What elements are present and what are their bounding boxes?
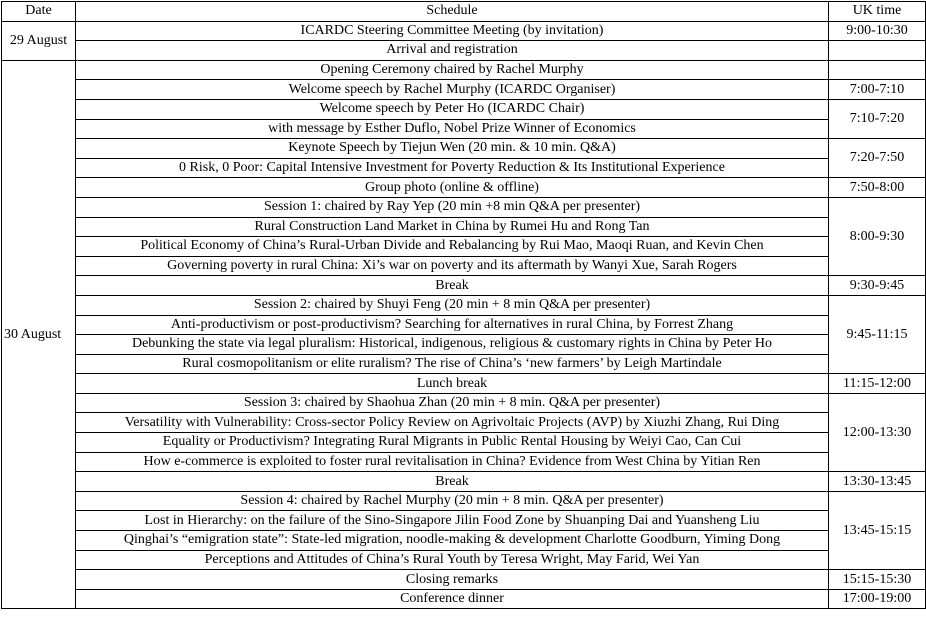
table-row — [2, 295, 926, 315]
schedule-cell: Group photo (online & offline) — [76, 178, 829, 198]
table-row — [2, 393, 926, 413]
schedule-cell: Welcome speech by Peter Ho (ICARDC Chair) — [76, 99, 829, 119]
schedule-cell: Qinghai’s “emigration state”: State-led migration, noodle-making & development Charlotte Goodburn, Yiming Dong — [76, 531, 829, 551]
schedule-cell: Opening Ceremony chaired by Rachel Murphy — [76, 60, 829, 80]
table-row — [2, 256, 926, 276]
schedule-cell: Break — [76, 472, 829, 492]
table-row — [2, 354, 926, 374]
schedule-cell: Debunking the state via legal pluralism: Historical, indigenous, religious & customary rights in China by Peter Ho — [76, 335, 829, 355]
schedule-header: Schedule — [76, 2, 829, 22]
time-cell: 12:00-13:30 — [829, 393, 926, 471]
time-cell: 11:15-12:00 — [829, 374, 926, 394]
table-row — [2, 433, 926, 453]
table-row — [2, 80, 926, 100]
date-header: Date — [2, 2, 76, 22]
table-row — [2, 550, 926, 570]
schedule-cell: 0 Risk, 0 Poor: Capital Intensive Investment for Poverty Reduction & Its Institutional Experience — [76, 158, 829, 178]
schedule-cell: Rural cosmopolitanism or elite ruralism? The rise of China’s ‘new farmers’ by Leigh Martindale — [76, 354, 829, 374]
schedule-cell: Session 3: chaired by Shaohua Zhan (20 min + 8 min. Q&A per presenter) — [76, 393, 829, 413]
time-cell — [829, 41, 926, 61]
schedule-cell: Welcome speech by Rachel Murphy (ICARDC Organiser) — [76, 80, 829, 100]
time-cell-empty — [829, 60, 926, 80]
table-row — [2, 178, 926, 198]
time-cell: 7:20-7:50 — [829, 139, 926, 178]
schedule-cell: Arrival and registration — [76, 41, 829, 61]
time-cell: 9:00-10:30 — [829, 21, 926, 41]
time-cell: 13:30-13:45 — [829, 472, 926, 492]
schedule-cell: Anti-productivism or post-productivism? Searching for alternatives in rural China, by Forrest Zhang — [76, 315, 829, 335]
time-cell: 15:15-15:30 — [829, 570, 926, 590]
time-cell: 13:45-15:15 — [829, 491, 926, 569]
table-row — [2, 413, 926, 433]
time-cell: 7:50-8:00 — [829, 178, 926, 198]
schedule-cell: with message by Esther Duflo, Nobel Prize Winner of Economics — [76, 119, 829, 139]
schedule-cell: Rural Construction Land Market in China by Rumei Hu and Rong Tan — [76, 217, 829, 237]
table-row — [2, 511, 926, 531]
time-header: UK time — [829, 2, 926, 22]
schedule-table — [1, 1, 926, 609]
table-row — [2, 315, 926, 335]
table-row — [2, 99, 926, 119]
time-cell: 7:10-7:20 — [829, 99, 926, 138]
schedule-cell: Closing remarks — [76, 570, 829, 590]
header-row — [2, 2, 926, 22]
schedule-cell: Political Economy of China’s Rural-Urban Divide and Rebalancing by Rui Mao, Maoqi Ruan, and Kevin Chen — [76, 237, 829, 257]
table-row — [2, 158, 926, 178]
schedule-cell: Session 1: chaired by Ray Yep (20 min +8 min Q&A per presenter) — [76, 197, 829, 217]
schedule-cell: Equality or Productivism? Integrating Rural Migrants in Public Rental Housing by Weiyi Cao, Can Cui — [76, 433, 829, 453]
table-row — [2, 589, 926, 609]
schedule-cell: Versatility with Vulnerability: Cross-sector Policy Review on Agrivoltaic Projects (AVP) by Xiuzhi Zhang, Rui Ding — [76, 413, 829, 433]
table-row — [2, 21, 926, 41]
table-row — [2, 570, 926, 590]
table-row — [2, 139, 926, 159]
table-row — [2, 60, 926, 80]
table-row — [2, 197, 926, 217]
schedule-cell: Perceptions and Attitudes of China’s Rural Youth by Teresa Wright, May Farid, Wei Yan — [76, 550, 829, 570]
schedule-cell: Governing poverty in rural China: Xi’s war on poverty and its aftermath by Wanyi Xue, Sarah Rogers — [76, 256, 829, 276]
schedule-cell: Conference dinner — [76, 589, 829, 609]
table-row — [2, 119, 926, 139]
table-row — [2, 41, 926, 61]
table-row — [2, 452, 926, 472]
time-cell: 9:45-11:15 — [829, 295, 926, 373]
table-row — [2, 374, 926, 394]
schedule-cell: Break — [76, 276, 829, 296]
schedule-cell: Session 4: chaired by Rachel Murphy (20 min + 8 min. Q&A per presenter) — [76, 491, 829, 511]
schedule-cell: ICARDC Steering Committee Meeting (by invitation) — [76, 21, 829, 41]
schedule-cell: Lunch break — [76, 374, 829, 394]
schedule-cell: How e-commerce is exploited to foster rural revitalisation in China? Evidence from West China by Yitian Ren — [76, 452, 829, 472]
table-row — [2, 217, 926, 237]
table-row — [2, 491, 926, 511]
time-cell: 8:00-9:30 — [829, 197, 926, 275]
date-cell-30-august: 30 August — [2, 60, 76, 609]
table-row — [2, 531, 926, 551]
schedule-cell: Session 2: chaired by Shuyi Feng (20 min + 8 min Q&A per presenter) — [76, 295, 829, 315]
table-row — [2, 335, 926, 355]
date-cell-29-august: 29 August — [2, 21, 76, 60]
table-row — [2, 276, 926, 296]
table-row — [2, 472, 926, 492]
time-cell: 7:00-7:10 — [829, 80, 926, 100]
table-row — [2, 237, 926, 257]
schedule-cell: Keynote Speech by Tiejun Wen (20 min. & 10 min. Q&A) — [76, 139, 829, 159]
time-cell: 17:00-19:00 — [829, 589, 926, 609]
time-cell: 9:30-9:45 — [829, 276, 926, 296]
schedule-cell: Lost in Hierarchy: on the failure of the Sino-Singapore Jilin Food Zone by Shuanping Dai and Yuansheng Liu — [76, 511, 829, 531]
